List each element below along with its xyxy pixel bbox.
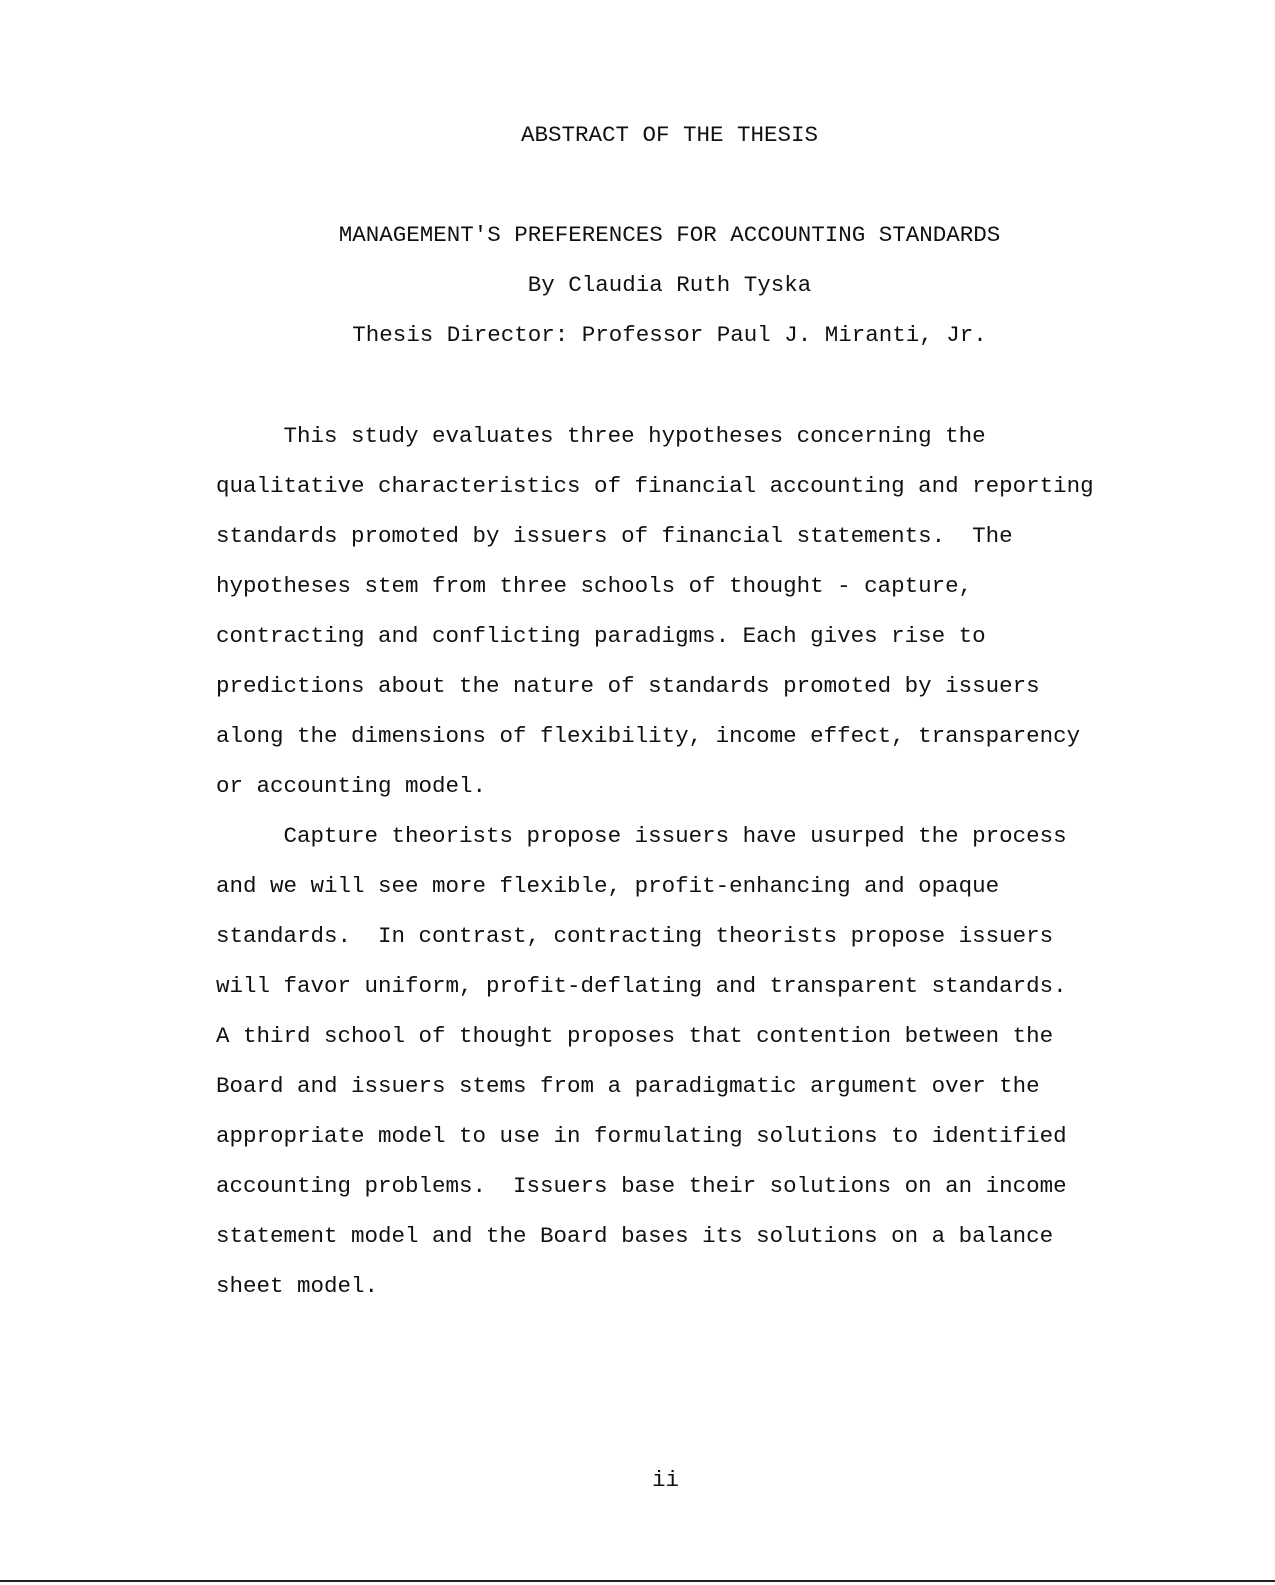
paragraph-1-line: along the dimensions of flexibility, income effect, transparency [216, 723, 1081, 749]
page-heading: ABSTRACT OF THE THESIS [520, 122, 819, 148]
paragraph-1-line: qualitative characteristics of financial accounting and reporting [216, 473, 1094, 499]
page-bottom-edge [0, 1580, 1275, 1582]
paragraph-1-line: or accounting model. [216, 773, 487, 799]
paragraph-2-line: will favor uniform, profit-deflating and transparent standards. [216, 973, 1067, 999]
paragraph-1-line: This study evaluates three hypotheses concerning the [216, 423, 986, 449]
thesis-director: Thesis Director: Professor Paul J. Miranti, Jr. [352, 322, 987, 348]
thesis-title: MANAGEMENT'S PREFERENCES FOR ACCOUNTING STANDARDS [338, 222, 1001, 248]
thesis-author: By Claudia Ruth Tyska [527, 272, 812, 298]
paragraph-2-line: sheet model. [216, 1273, 379, 1299]
paragraph-2-line: standards. In contrast, contracting theorists propose issuers [216, 923, 1054, 949]
paragraph-1-line: standards promoted by issuers of financial statements. The [216, 523, 1013, 549]
paragraph-1-line: contracting and conflicting paradigms. Each gives rise to [216, 623, 986, 649]
paragraph-2-line: statement model and the Board bases its solutions on a balance [216, 1223, 1054, 1249]
paragraph-2-line: accounting problems. Issuers base their solutions on an income [216, 1173, 1067, 1199]
paragraph-2-line: Capture theorists propose issuers have usurped the process [216, 823, 1067, 849]
page-number: ii [651, 1467, 679, 1493]
paragraph-1-line: hypotheses stem from three schools of thought - capture, [216, 573, 973, 599]
paragraph-2-line: A third school of thought proposes that contention between the [216, 1023, 1054, 1049]
paragraph-2-line: and we will see more flexible, profit-enhancing and opaque [216, 873, 1000, 899]
paragraph-2-line: appropriate model to use in formulating solutions to identified [216, 1123, 1067, 1149]
paragraph-2-line: Board and issuers stems from a paradigmatic argument over the [216, 1073, 1040, 1099]
abstract-body [216, 422, 1216, 1322]
paragraph-1-line: predictions about the nature of standards promoted by issuers [216, 673, 1040, 699]
